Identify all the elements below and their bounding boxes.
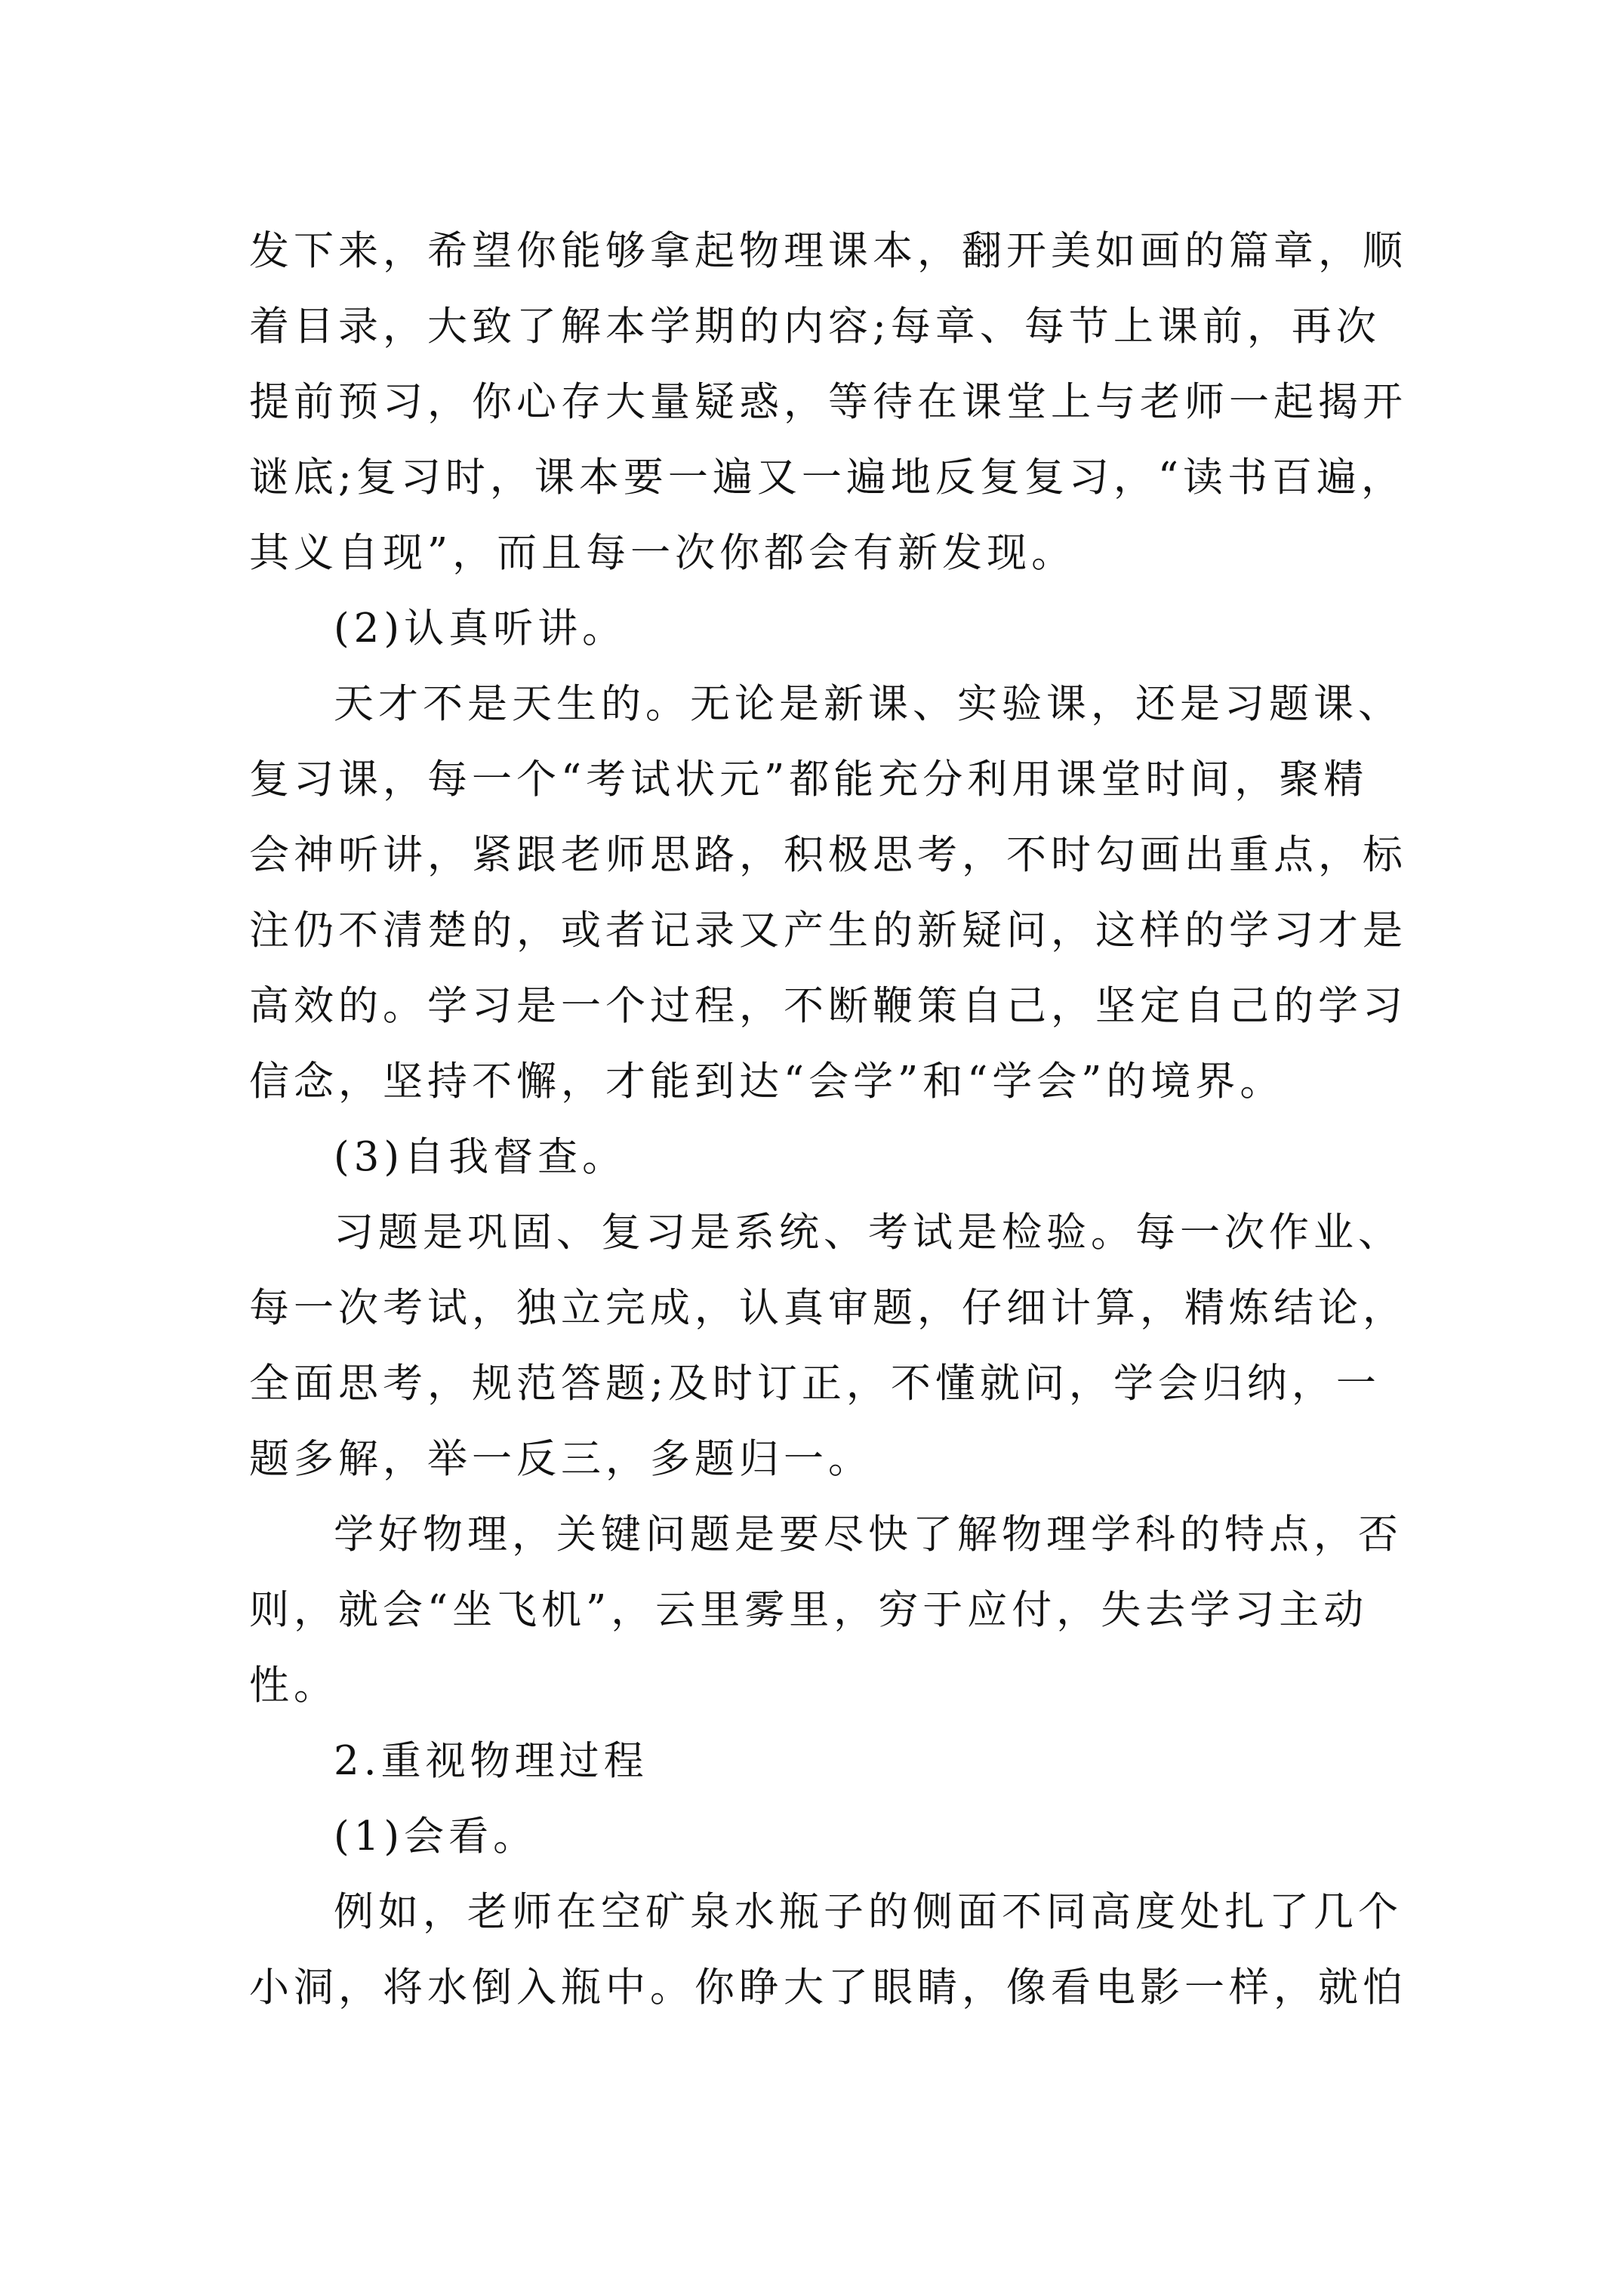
text-line: 谜底;复习时，课本要一遍又一遍地反复复习，“读书百遍， <box>249 455 1406 501</box>
text-line: 高效的。学习是一个过程，不断鞭策自己，坚定自己的学习 <box>249 983 1407 1029</box>
text-line: 学好物理，关键问题是要尽快了解物理学科的特点，否 <box>334 1512 1403 1558</box>
text-line: 性。 <box>249 1663 338 1709</box>
text-line: 每一次考试，独立完成，认真审题，仔细计算，精炼结论， <box>249 1285 1407 1331</box>
text-line: 全面思考，规范答题;及时订正，不懂就问，学会归纳，一 <box>249 1361 1381 1407</box>
document-body <box>249 214 1407 2026</box>
text-line: 信念，坚持不懈，才能到达“会学”和“学会”的境界。 <box>249 1059 1285 1105</box>
text-line: (1)会看。 <box>334 1814 538 1860</box>
text-line: (2)认真听讲。 <box>334 606 627 652</box>
text-line: 注仍不清楚的，或者记录又产生的新疑问，这样的学习才是 <box>249 908 1407 954</box>
text-line: 提前预习，你心存大量疑惑，等待在课堂上与老师一起揭开 <box>249 379 1407 425</box>
text-line: 其义自现”，而且每一次你都会有新发现。 <box>249 530 1076 576</box>
text-line: 着目录，大致了解本学期的内容;每章、每节上课前，再次 <box>249 304 1381 350</box>
text-line: 例如，老师在空矿泉水瓶子的侧面不同高度处扎了几个 <box>334 1889 1403 1935</box>
text-line: 复习课，每一个“考试状元”都能充分利用课堂时间，聚精 <box>249 757 1369 803</box>
text-line: (3)自我督查。 <box>334 1134 627 1180</box>
text-line: 发下来，希望你能够拿起物理课本，翻开美如画的篇章，顺 <box>249 228 1407 274</box>
text-line: 题多解，举一反三，多题归一。 <box>249 1436 873 1482</box>
text-line: 小洞，将水倒入瓶中。你睁大了眼睛，像看电影一样，就怕 <box>249 1965 1407 2011</box>
text-line: 会神听讲，紧跟老师思路，积极思考，不时勾画出重点，标 <box>249 832 1407 878</box>
text-line: 习题是巩固、复习是系统、考试是检验。每一次作业、 <box>334 1210 1403 1256</box>
text-line: 2.重视物理过程 <box>334 1738 648 1784</box>
text-line: 则，就会“坐飞机”，云里雾里，穷于应付，失去学习主动 <box>249 1587 1369 1633</box>
text-line: 天才不是天生的。无论是新课、实验课，还是习题课、 <box>334 681 1403 727</box>
